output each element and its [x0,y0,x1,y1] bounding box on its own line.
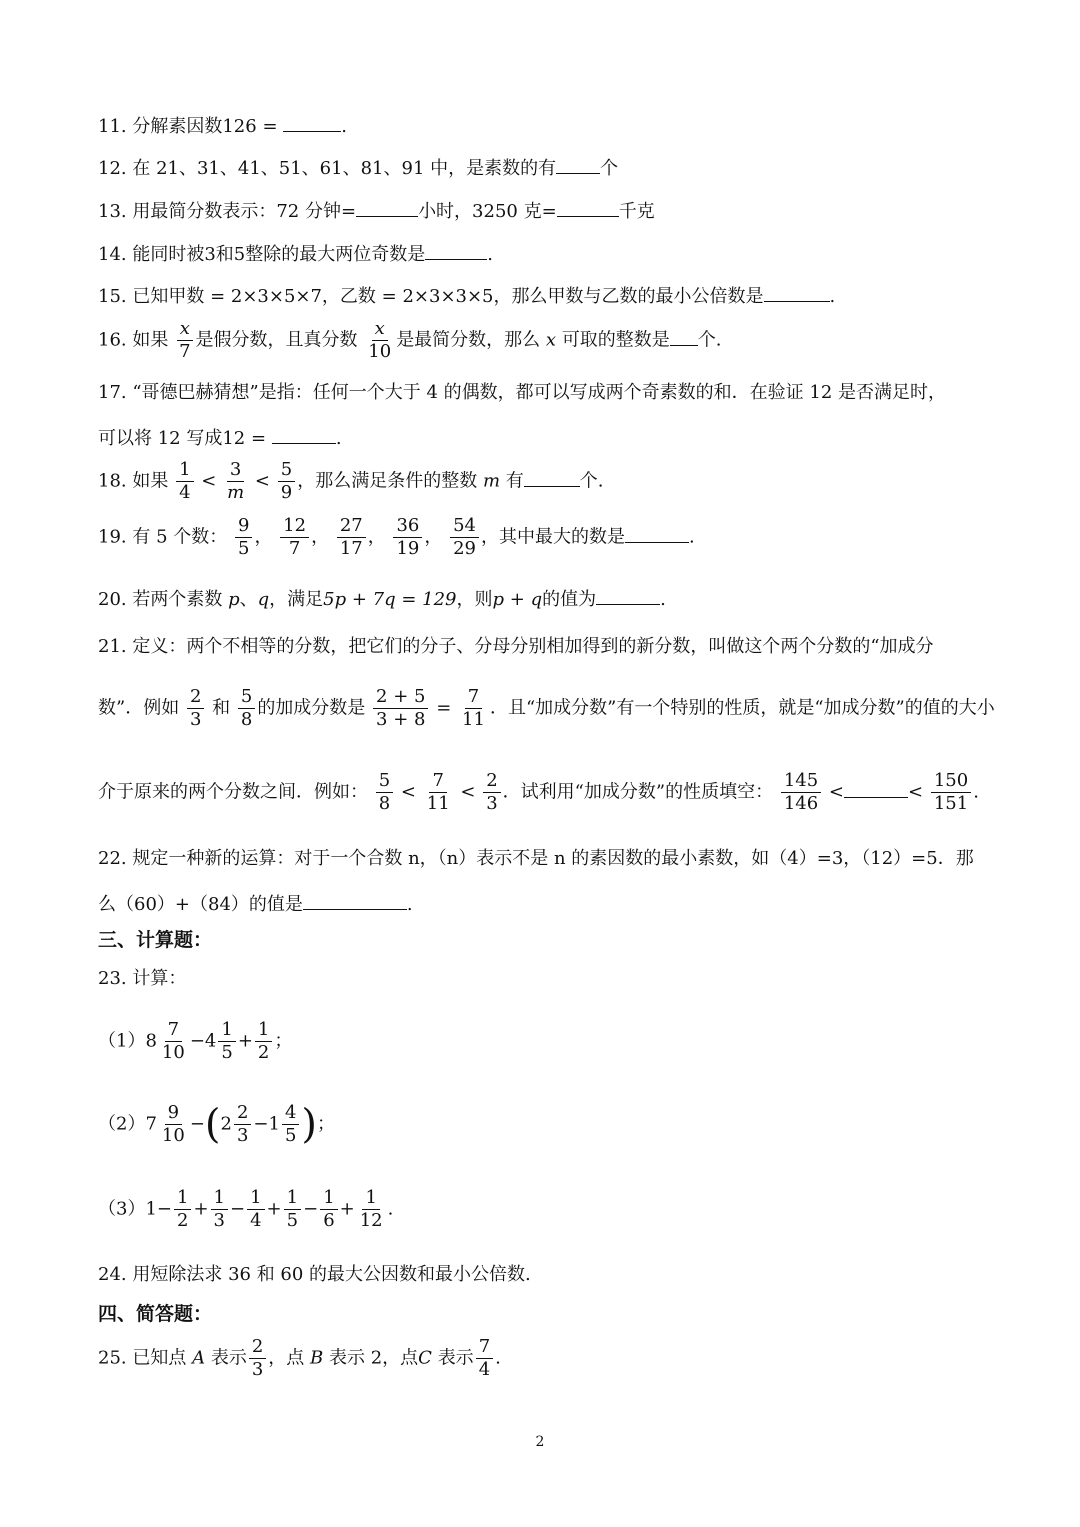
denominator: 17 [339,538,363,559]
variable-m: m [482,470,501,492]
q17-end: . [335,428,342,449]
numerator: 1 [284,1187,301,1210]
answer-blank [425,239,487,260]
whole-number: 8 [145,1030,157,1052]
less-than: < [828,781,844,803]
q22-text-2: 么（60）+（84）的值是 [98,894,303,915]
numerator: 3 [227,459,244,482]
q22-text-1: 22. 规定一种新的运算：对于一个合数 n，（n）表示不是 n 的素因数的最小素数，如（4）=3，（12）=5．那 [98,848,974,869]
denominator: 8 [378,793,391,814]
denominator: 5 [284,1125,297,1146]
q25-text-b: 表示 [210,1347,247,1369]
question-15 [98,281,990,310]
numerator: 2 [249,1336,266,1359]
q20-text-d: 的值为 [542,589,597,610]
separator: 、 [239,589,258,610]
denominator: 19 [396,538,420,559]
variable-q: q [257,589,270,610]
fraction [280,515,309,560]
numerator: 7 [429,770,446,793]
denominator: 5 [286,1210,299,1231]
answer-blank [283,111,341,132]
denominator: 10 [161,1042,185,1063]
question-23 [98,966,990,992]
question-21-line-2 [98,686,995,731]
fraction [450,515,479,560]
numerator: 2 [187,686,204,709]
q19-text-b: ，其中最大的数是 [481,526,625,548]
q11-text: 11. 分解素因数 [98,116,223,137]
part-end: ； [317,1113,336,1135]
q21-text-1: 21. 定义：两个不相等的分数，把它们的分子、分母分别相加得到的新分数，叫做这个两个分数的“加成分 [98,636,934,657]
point-a: A [192,1347,206,1369]
variable-p: p [228,589,240,610]
fraction [255,1019,272,1064]
q13-text-a: 13. 用最简分数表示：72 分钟= [98,201,357,222]
answer-blank [596,584,660,605]
fraction [337,515,366,560]
numerator: 2 [234,1102,251,1125]
q24-text: 24. 用短除法求 36 和 60 的最大公因数和最小公倍数. [98,1264,531,1285]
question-17-line-1 [98,380,990,406]
question-21-line-3 [98,770,990,815]
whole-number: 7 [145,1113,157,1135]
question-17-line-2 [98,423,990,452]
fraction [159,1102,188,1147]
q11-end: . [341,116,347,137]
fraction [224,459,247,504]
q16-text-b: 是假分数，且真分数 [195,329,358,351]
q12-end: 个 [600,158,619,179]
question-16 [98,318,990,363]
denominator: 4 [478,1359,491,1380]
part-label: （1） [98,1030,146,1052]
q23-part-2 [98,1102,990,1147]
answer-blank [557,196,619,217]
q23-part-1 [98,1019,990,1064]
q23-title: 23. 计算： [98,968,187,989]
denominator: 11 [462,709,485,730]
q20-expression: p + q [492,589,543,610]
numerator: 7 [465,686,482,709]
answer-blank [556,153,600,174]
numerator: 7 [476,1336,493,1359]
denominator: 8 [240,709,253,730]
q18-end: 个. [579,470,604,492]
denominator: 3 [189,709,202,730]
denominator: 146 [783,793,819,814]
answer-blank [356,196,418,217]
part-end: . [387,1198,394,1220]
operator: − [189,1030,205,1052]
numerator: 5 [376,770,393,793]
question-12 [98,153,990,182]
fraction [211,1187,228,1232]
q17-text-1: 17. “哥德巴赫猜想”是指：任何一个大于 4 的偶数，都可以写成两个奇素数的和．在验证 12 是否满足时， [98,382,946,403]
operator: + [237,1030,253,1052]
denominator: 4 [250,1210,262,1231]
q16-text-a: 16. 如果 [98,329,169,351]
page-number: 2 [535,1434,545,1450]
right-parenthesis: ) [301,1101,318,1148]
separator: ， [367,526,386,548]
answer-blank [844,777,908,798]
q19-text-a: 19. 有 5 个数： [98,526,228,548]
numerator: 1 [211,1187,228,1210]
q13-text-c: 千克 [618,201,655,222]
numerator: 54 [450,515,479,538]
separator: ， [311,526,330,548]
operator: − [303,1198,319,1220]
operator: + [193,1198,209,1220]
fraction [393,515,422,560]
fraction [931,770,971,815]
q20-end: . [660,589,666,610]
answer-blank [625,522,689,543]
numerator: 7 [165,1019,182,1042]
denominator: 3 [213,1210,225,1231]
fraction [278,459,295,504]
q20-text-b: ，满足 [269,589,324,610]
q25-text-d: 表示 2，点 [328,1347,419,1369]
numerator: 1 [176,459,193,482]
operator: + [339,1198,355,1220]
fraction [459,686,488,731]
fraction [781,770,821,815]
q21-text-3b: ．试利用“加成分数”的性质填空： [502,781,774,803]
fraction [159,1019,188,1064]
operator: −1 [253,1113,280,1135]
question-22-line-1 [98,846,990,872]
numerator: 1 [362,1187,379,1210]
separator: ， [424,526,443,548]
operator: − [230,1198,246,1220]
fraction [282,1102,299,1147]
q21-text-2d: ．且“加成分数”有一个特别的性质，就是“加成分数”的值的大小 [489,697,995,719]
q20-text-c: ，则 [456,589,493,610]
q18-text-b: ，那么满足条件的整数 [297,470,478,492]
denominator: 10 [161,1125,185,1146]
answer-blank [272,423,336,444]
q14-end: . [487,244,493,265]
fraction [365,318,394,363]
question-21-line-1 [98,634,990,660]
left-parenthesis: ( [204,1101,221,1148]
less-than: < [254,470,271,492]
numerator: 2 [483,770,500,793]
numerator: 2 + 5 [373,686,428,709]
fraction [424,770,453,815]
question-25 [98,1336,990,1381]
denominator: m [227,482,245,503]
q18-text-c: 有 [505,470,524,492]
q16-text-c: 是最简分数，那么 [396,329,541,351]
numerator: 4 [282,1102,299,1125]
denominator: 2 [177,1210,189,1231]
numerator: 1 [320,1187,337,1210]
point-c: C [418,1347,432,1369]
q12-text: 12. 在 21、31、41、51、61、81、91 中，是素数的有 [98,158,557,179]
q21-text-2c: 的加成分数是 [257,697,366,719]
denominator: 11 [426,793,450,814]
q21-end: . [973,781,979,803]
q23-part-3 [98,1187,990,1232]
fraction [284,1187,301,1232]
fraction [483,770,500,815]
fraction [357,1187,386,1232]
fraction [174,1187,191,1232]
q11-equation: 126 = [222,116,278,137]
denominator: 10 [368,341,392,362]
q17-equation: 12 = [222,428,267,449]
part-label: （2） [98,1113,146,1135]
less-than: < [201,470,217,492]
fraction [373,686,428,731]
numerator: 1 [247,1187,264,1210]
numerator: 1 [174,1187,191,1210]
denominator: 7 [288,538,301,559]
numerator: 5 [238,686,255,709]
q16-end: 个. [697,329,722,351]
q17-text-2: 可以将 12 写成 [98,428,223,449]
numerator: 150 [931,770,971,793]
question-13 [98,196,990,225]
fraction [235,515,252,560]
denominator: 151 [933,793,969,814]
denominator: 4 [179,482,191,503]
variable-x: x [545,329,557,351]
operator: + [266,1198,282,1220]
denominator: 3 [236,1125,249,1146]
answer-blank [524,466,580,487]
fraction [249,1336,266,1381]
numerator: x [372,318,388,341]
q18-text-a: 18. 如果 [98,470,169,492]
leading-term: 1− [145,1198,172,1220]
denominator: 7 [179,341,191,362]
q20-equation: 5p + 7q = 129 [323,589,457,610]
denominator: 9 [280,482,293,503]
numerator: 27 [337,515,366,538]
fraction [476,1336,493,1381]
equals: = [436,697,452,719]
fraction [176,459,193,504]
q15-text: 15. 已知甲数 = 2×3×5×7，乙数 = 2×3×3×5，那么甲数与乙数的最小公倍数是 [98,286,764,307]
question-19 [98,515,990,560]
denominator: 12 [359,1210,383,1231]
question-22-line-2 [98,889,990,918]
separator: ， [254,526,273,548]
q13-text-b: 小时，3250 克= [418,201,557,222]
denominator: 3 [251,1359,264,1380]
q20-text-a: 20. 若两个素数 [98,589,223,610]
q19-end: . [689,526,695,548]
q22-end: . [406,894,413,915]
question-14 [98,239,990,268]
answer-blank [303,889,407,910]
denominator: 5 [237,538,250,559]
numerator: 9 [235,515,252,538]
denominator: 29 [453,538,476,559]
question-24 [98,1262,990,1288]
denominator: 6 [323,1210,335,1231]
point-b: B [310,1347,324,1369]
less-than: < [400,781,417,803]
q25-text-c: ，点 [268,1347,305,1369]
less-than: < [460,781,476,803]
whole-number: 2 [220,1113,232,1135]
q21-text-2b: 和 [212,697,231,719]
fraction [238,686,255,731]
numerator: 1 [218,1019,235,1042]
numerator: 9 [165,1102,182,1125]
q25-text-e: 表示 [437,1347,474,1369]
question-18 [98,459,990,504]
section-heading-short-answer: 四、简答题： [98,1303,213,1325]
numerator: 36 [393,515,422,538]
part-label: （3） [98,1198,146,1220]
numerator: 5 [278,459,295,482]
part-end: ； [274,1030,293,1052]
question-11 [98,111,990,140]
fraction [187,686,204,731]
numerator: 12 [280,515,309,538]
numerator: x [177,318,193,341]
q16-text-d: 可取的整数是 [561,329,670,351]
fraction [247,1187,264,1232]
fraction [376,770,393,815]
q14-text: 14. 能同时被3和5整除的最大两位奇数是 [98,244,426,265]
whole-number: 4 [204,1030,217,1052]
denominator: 2 [257,1042,270,1063]
numerator: 1 [255,1019,272,1042]
denominator: 5 [221,1042,233,1063]
q15-end: . [829,286,836,307]
answer-blank [764,281,830,302]
fraction [218,1019,235,1064]
denominator: 3 + 8 [376,709,426,730]
q21-text-2a: 数”．例如 [98,697,180,719]
fraction [234,1102,251,1147]
q21-text-3a: 介于原来的两个分数之间．例如： [98,781,368,803]
fraction [176,318,193,363]
answer-blank [670,325,698,346]
q25-end: . [495,1347,501,1369]
fraction [320,1187,337,1232]
numerator: 145 [781,770,821,793]
question-20 [98,584,990,613]
section-heading-calculation: 三、计算题： [98,929,213,951]
operator: − [189,1113,205,1135]
q25-text-a: 25. 已知点 [98,1347,187,1369]
less-than: < [908,781,924,803]
denominator: 3 [486,793,498,814]
